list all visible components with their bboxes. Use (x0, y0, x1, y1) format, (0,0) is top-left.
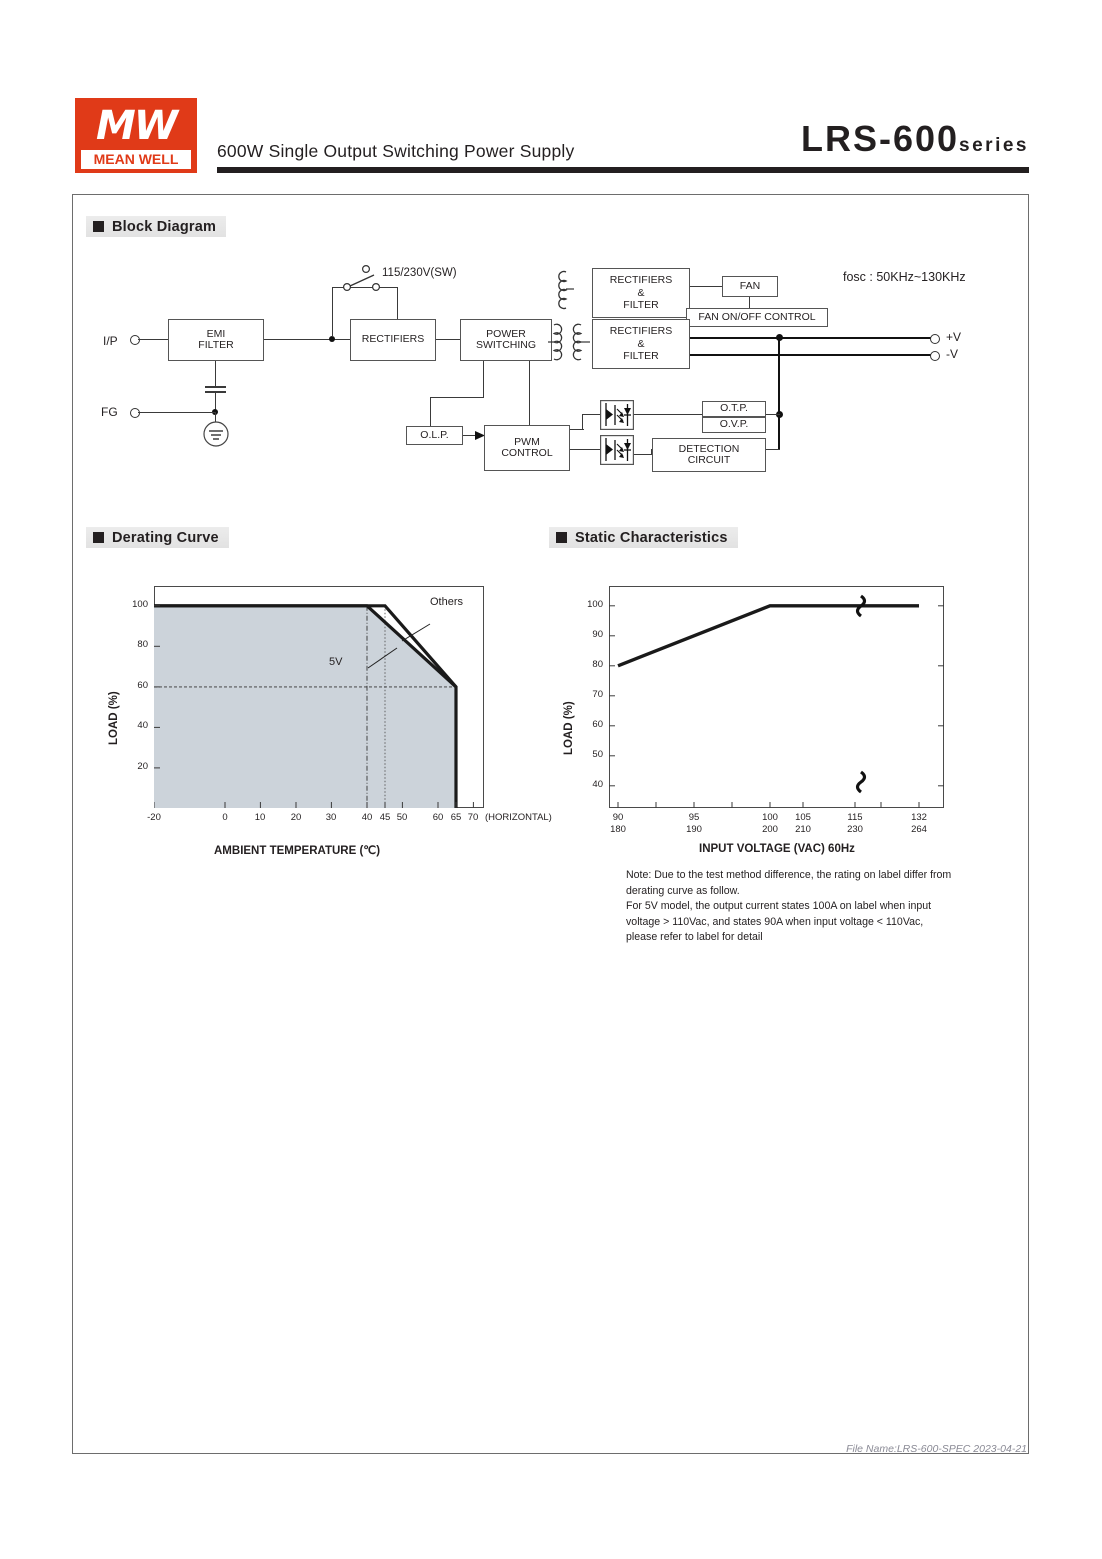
optocoupler-otp-icon (600, 400, 634, 430)
note-line-2: derating curve as follow. (626, 884, 740, 897)
section-heading-block-diagram (86, 216, 226, 237)
static-xtick-bottom-200: 200 (762, 824, 778, 835)
olp-block (406, 426, 463, 445)
static-ytick-100: 100 (587, 599, 603, 610)
feedback-bus-vertical (778, 337, 780, 449)
product-model-title (801, 118, 1029, 160)
derating-xtick-45: 45 (379, 812, 391, 823)
section-heading-derating-curve (86, 527, 229, 548)
section-title: Derating Curve (112, 529, 219, 546)
static-xtick-bottom-210: 210 (795, 824, 811, 835)
rectifiers-block (350, 319, 436, 361)
derating-orientation-annotation: (HORIZONTAL) (485, 812, 552, 823)
fan-label: FAN (739, 279, 761, 292)
mean-well-logo (75, 98, 197, 173)
wire-rect-to-fan (690, 286, 722, 287)
wire-ps-to-olp-h (430, 397, 484, 398)
wire-rect-to-pwr (436, 339, 460, 340)
static-ytick-60: 60 (592, 719, 603, 730)
wire-opto2-to-detection (634, 454, 652, 455)
derating-y-axis-title: LOAD (%) (108, 691, 120, 745)
derating-xtick--20: -20 (147, 812, 161, 823)
bullet-square-icon (93, 532, 104, 543)
header-rule (217, 167, 1029, 173)
static-ytick-40: 40 (592, 779, 603, 790)
note-line-1: Note: Due to the test method difference, the rating on label differ from (626, 869, 952, 881)
static-y-axis-title: LOAD (%) (563, 701, 575, 755)
bullet-square-icon (93, 221, 104, 232)
wire-pwm-opto1-drop (582, 414, 583, 430)
derating-xtick-20: 20 (290, 812, 302, 823)
series-label: series (959, 135, 1029, 156)
logo-mark: MW (96, 103, 176, 149)
derating-note (626, 868, 991, 946)
fan-onoff-control-block (686, 308, 828, 327)
voltage-selector-label: 115/230V(SW) (382, 267, 457, 279)
output-rail-negative (690, 354, 932, 356)
output-positive-label: +V (946, 330, 962, 344)
derating-ytick-80: 80 (137, 639, 148, 650)
transformer-primary-coil-icon (548, 322, 568, 362)
detection-line2: CIRCUIT (687, 454, 731, 466)
derating-xtick-65: 65 (450, 812, 462, 823)
leader-others (402, 624, 430, 641)
static-xtick-bottom-230: 230 (847, 824, 863, 835)
section-heading-static-characteristics (549, 527, 738, 548)
static-series-line (618, 606, 919, 666)
static-characteristics-chart (549, 560, 1009, 870)
static-xtick-bottom-190: 190 (686, 824, 702, 835)
ovp-label: O.V.P. (719, 418, 749, 431)
ovp-block (702, 417, 766, 433)
model-name: LRS-600 (800, 118, 960, 159)
detection-circuit-block (652, 438, 766, 472)
logo-wordmark: MEAN WELL (81, 150, 191, 169)
wire-switch-left-down (332, 287, 333, 337)
wire-detection-to-bus (766, 449, 780, 450)
static-xtick-top-95: 95 (688, 812, 700, 823)
wire-otp-to-bus (766, 414, 780, 415)
wire-opto1-to-otp (634, 414, 702, 415)
emi-filter-line1: EMI (206, 327, 226, 340)
note-line-3: For 5V model, the output current states 100A on label when input (626, 900, 932, 912)
block-diagram (86, 250, 996, 510)
wire-emi-to-cap (215, 361, 216, 387)
power-switching-block (460, 319, 552, 361)
derating-xtick-30: 30 (325, 812, 337, 823)
derating-xtick-50: 50 (396, 812, 408, 823)
static-xtick-bottom-264: 264 (911, 824, 927, 835)
static-xtick-top-90: 90 (612, 812, 624, 823)
input-terminal-label: I/P (103, 334, 118, 348)
wire-pwm-opto1-in (570, 429, 584, 430)
output-negative-label: -V (946, 347, 958, 361)
derating-xtick-0: 0 (222, 812, 228, 823)
bullet-square-icon (556, 532, 567, 543)
wire-pwm-to-opto2 (570, 449, 600, 450)
power-switching-line2: SWITCHING (475, 339, 537, 351)
wire-ps-to-pwm (529, 361, 530, 425)
emi-filter-block (168, 319, 264, 361)
static-xtick-bottom-180: 180 (610, 824, 626, 835)
otp-label: O.T.P. (720, 402, 748, 415)
derating-xtick-60: 60 (432, 812, 444, 823)
page-header (0, 0, 1102, 185)
rect-filter-out-line3: FILTER (623, 350, 659, 363)
static-xtick-top-132: 132 (911, 812, 927, 823)
rectifiers-label: RECTIFIERS (361, 333, 425, 346)
axis-break-lower-icon (858, 772, 865, 792)
cap-plate-top (205, 386, 226, 388)
static-ytick-50: 50 (592, 749, 603, 760)
static-xtick-top-100: 100 (762, 812, 778, 823)
page-footer-filename: File Name:LRS-600-SPEC 2023-04-21 (846, 1443, 1027, 1455)
fan-block (722, 276, 778, 297)
wire-pwm-to-opto1 (582, 414, 602, 415)
rect-filter-top-line2: & (637, 286, 645, 299)
section-title: Static Characteristics (575, 529, 728, 546)
static-plot-svg (609, 586, 944, 808)
derating-label-5v: 5V (329, 656, 343, 668)
static-ytick-70: 70 (592, 689, 603, 700)
pwm-control-line2: CONTROL (501, 447, 553, 459)
derating-xtick-10: 10 (254, 812, 266, 823)
transformer-secondary-coil-icon (568, 322, 590, 362)
static-ytick-80: 80 (592, 659, 603, 670)
power-switching-line1: POWER (486, 327, 526, 340)
detection-line1: DETECTION (678, 442, 740, 455)
pwm-control-block (484, 425, 570, 471)
derating-ytick-40: 40 (137, 720, 148, 731)
note-line-5: please refer to label for detail (626, 931, 763, 943)
rect-filter-out-line1: RECTIFIERS (609, 325, 673, 338)
output-terminal-negative-icon (930, 351, 940, 361)
static-x-axis-title: INPUT VOLTAGE (VAC) 60Hz (699, 843, 855, 855)
pwm-control-line1: PWM (514, 435, 540, 448)
output-terminal-positive-icon (930, 334, 940, 344)
derating-x-axis-title: AMBIENT TEMPERATURE (℃) (214, 845, 381, 857)
derating-label-others: Others (430, 596, 464, 608)
note-line-4: voltage > 110Vac, and states 90A when input voltage < 110Vac, (626, 915, 924, 928)
rectifiers-filter-top-block (592, 268, 690, 318)
output-rail-positive (690, 337, 932, 339)
derating-ytick-60: 60 (137, 680, 148, 691)
wire-emi-to-rect (264, 339, 350, 340)
rect-filter-top-line3: FILTER (623, 299, 659, 312)
rect-filter-top-line1: RECTIFIERS (609, 274, 673, 287)
rectifiers-filter-output-block (592, 319, 690, 369)
derating-plot-svg (154, 586, 484, 808)
fosc-label: fosc : 50KHz~130KHz (843, 270, 966, 284)
wire-ps-down-left (483, 361, 484, 398)
wire-ip-to-emi (138, 339, 168, 340)
rect-filter-out-line2: & (637, 337, 645, 350)
static-ytick-90: 90 (592, 629, 603, 640)
axis-break-upper-icon (858, 596, 865, 616)
olp-label: O.L.P. (420, 428, 449, 441)
derating-xtick-40: 40 (361, 812, 373, 823)
derating-ytick-20: 20 (137, 761, 148, 772)
derating-xtick-70: 70 (467, 812, 479, 823)
optocoupler-detection-icon (600, 435, 634, 465)
transformer-coil-top-icon (552, 268, 574, 310)
otp-block (702, 401, 766, 417)
static-xtick-top-115: 115 (847, 812, 863, 823)
section-title: Block Diagram (112, 218, 217, 235)
emi-filter-line2: FILTER (198, 339, 234, 351)
derating-curve-chart (86, 560, 552, 870)
fan-control-label: FAN ON/OFF CONTROL (698, 310, 816, 323)
earth-ground-icon (202, 420, 230, 448)
fg-terminal-label: FG (101, 405, 118, 419)
wire-fg-to-ground (138, 412, 216, 413)
derating-ytick-100: 100 (132, 599, 148, 610)
product-subtitle: 600W Single Output Switching Power Supply (217, 141, 575, 161)
static-xtick-top-105: 105 (795, 812, 811, 823)
